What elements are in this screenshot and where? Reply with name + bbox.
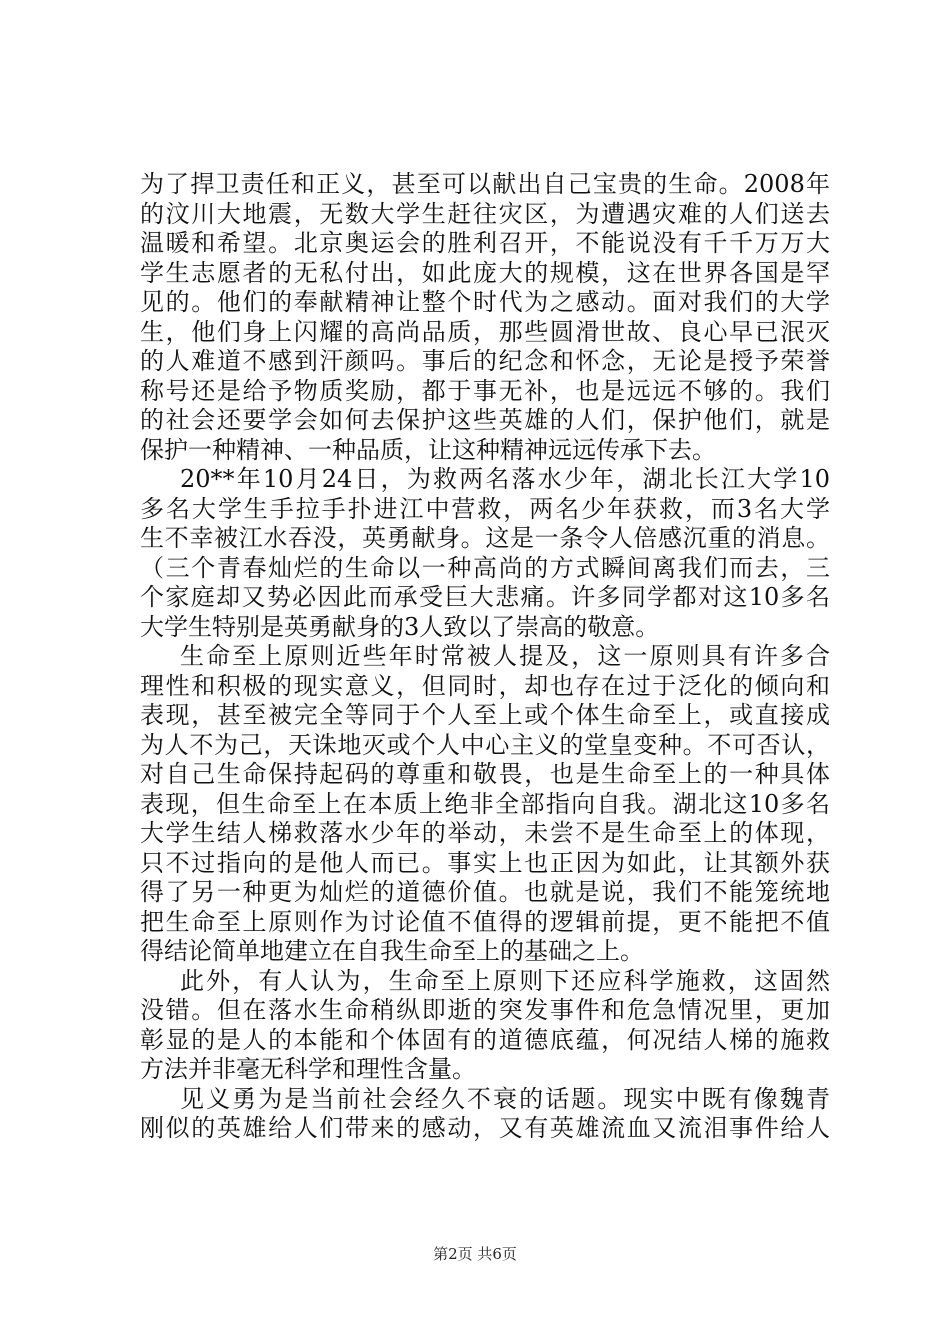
text-line: 生命至上原则近些年时常被人提及，这一原则具有许多合 <box>180 642 830 670</box>
page-number-label: 第2页 共6页 <box>433 1245 517 1263</box>
text-line: 温暖和希望。北京奥运会的胜利召开，不能说没有千千万万大 <box>140 229 830 257</box>
text-line: 见义勇为是当前社会经久不衰的话题。现实中既有像魏青 <box>180 1084 830 1113</box>
page-footer <box>0 1243 950 1264</box>
text-line: 为了捍卫责任和正义，甚至可以献出自己宝贵的生命。2008年 <box>140 170 830 198</box>
text-line: 刚似的英雄给人们带来的感动，又有英雄流血又流泪事件给人 <box>140 1114 830 1142</box>
text-line: 没错。但在落水生命稍纵即逝的突发事件和危急情况里，更加 <box>140 996 830 1024</box>
text-line: 的汶川大地震，无数大学生赶往灾区，为遭遇灾难的人们送去 <box>140 199 830 228</box>
text-line: 把生命至上原则作为讨论值不值得的逻辑前提，更不能把不值 <box>140 907 830 936</box>
text-line: 表现，但生命至上在本质上绝非全部指向自我。湖北这10多名 <box>140 789 830 818</box>
text-line: 大学生特别是英勇献身的3人致以了崇高的敬意。 <box>140 612 660 641</box>
text-line: 为人不为己，天诛地灭或个人中心主义的堂皇变种。不可否认， <box>140 730 830 759</box>
text-line: 表现，甚至被完全等同于个人至上或个体生命至上，或直接成 <box>140 701 830 729</box>
text-line: 称号还是给予物质奖励，都于事无补，也是远远不够的。我们 <box>140 376 830 405</box>
text-line: 生不幸被江水吞没，英勇献身。这是一条令人倍感沉重的消息。 <box>140 524 830 552</box>
text-line: 保护一种精神、一种品质，让这种精神远远传承下去。 <box>140 435 716 464</box>
text-line: 学生志愿者的无私付出，如此庞大的规模，这在世界各国是罕 <box>140 258 830 287</box>
text-line: 得了另一种更为灿烂的道德价值。也就是说，我们不能笼统地 <box>140 878 830 906</box>
text-line: 只不过指向的是他人而已。事实上也正因为如此，让其额外获 <box>140 848 830 877</box>
text-line: 个家庭却又势必因此而承受巨大悲痛。许多同学都对这10多名 <box>140 583 830 611</box>
text-line: （三个青春灿烂的生命以一种高尚的方式瞬间离我们而去，三 <box>140 553 830 582</box>
text-line: 大学生结人梯救落水少年的举动，未尝不是生命至上的体现， <box>140 819 830 847</box>
text-line: 理性和积极的现实意义，但同时，却也存在过于泛化的倾向和 <box>140 671 830 700</box>
text-line: 此外，有人认为，生命至上原则下还应科学施救，这固然 <box>180 966 830 995</box>
text-line: 20**年10月24日，为救两名落水少年，湖北长江大学10 <box>180 465 830 493</box>
text-line: 得结论简单地建立在自我生命至上的基础之上。 <box>140 937 644 965</box>
text-line: 对自己生命保持起码的尊重和敬畏，也是生命至上的一种具体 <box>140 760 830 788</box>
text-line: 见的。他们的奉献精神让整个时代为之感动。面对我们的大学 <box>140 288 830 316</box>
text-line: 多名大学生手拉手扑进江中营救，两名少年获救，而3名大学 <box>140 494 830 523</box>
text-line: 的人难道不感到汗颜吗。事后的纪念和怀念，无论是授予荣誉 <box>140 347 830 375</box>
document-body <box>140 170 830 1144</box>
text-line: 方法并非毫无科学和理性含量。 <box>140 1055 476 1083</box>
text-line: 生，他们身上闪耀的高尚品质，那些圆滑世故、良心早已泯灭 <box>140 317 830 346</box>
text-line: 彰显的是人的本能和个体固有的道德底蕴，何况结人梯的施救 <box>140 1025 830 1054</box>
text-line: 的社会还要学会如何去保护这些英雄的人们，保护他们，就是 <box>140 406 830 434</box>
